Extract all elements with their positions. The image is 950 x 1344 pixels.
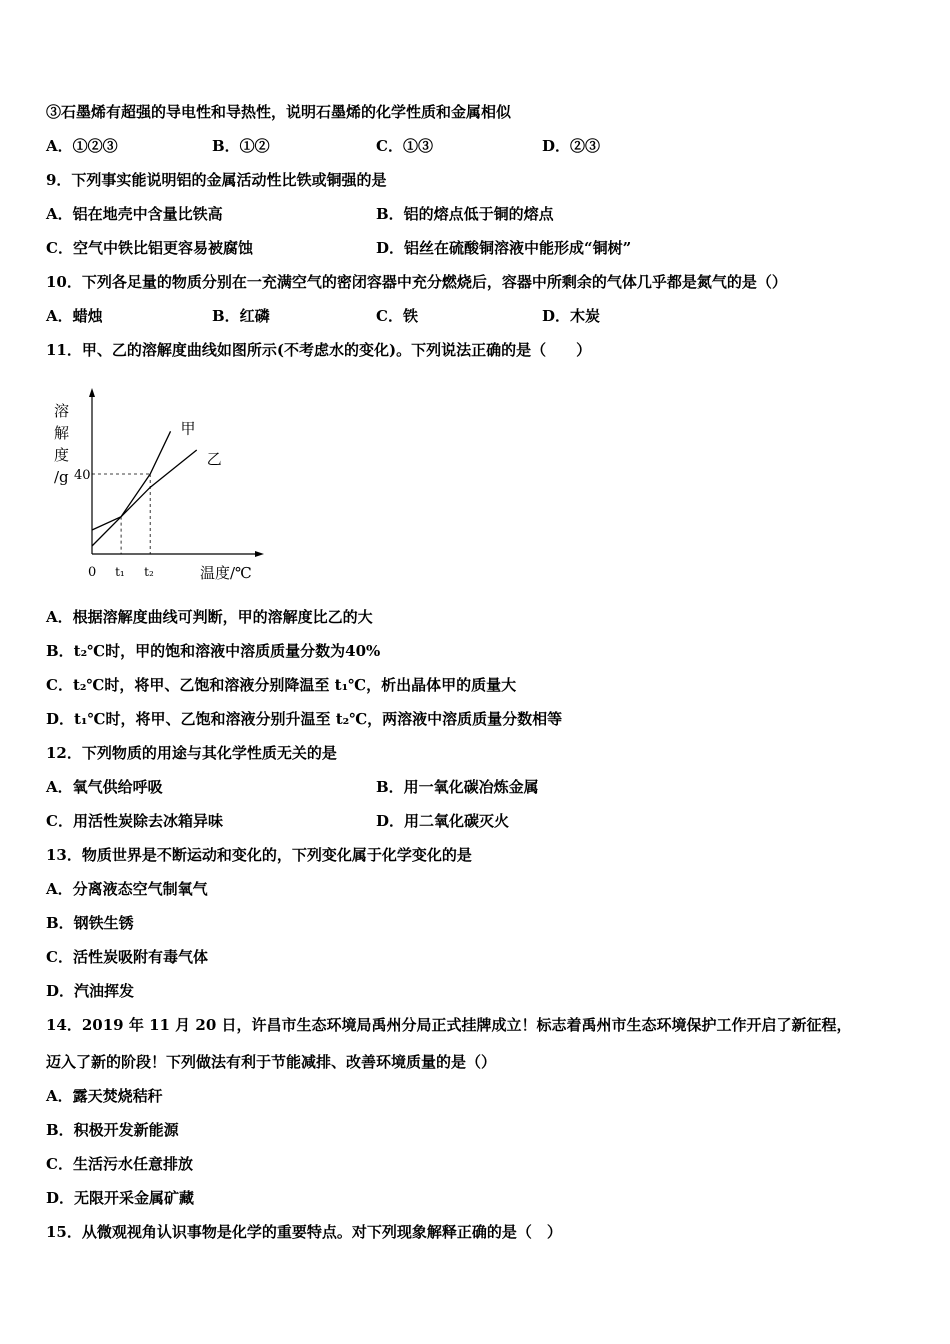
q10-stem: 10．下列各足量的物质分别在一充满空气的密闭容器中充分燃烧后，容器中所剩余的气体几乎都是氮气的是（） xyxy=(46,273,787,291)
q12-option-d[interactable]: D．用二氧化碳灭火 xyxy=(376,812,510,830)
x-axis-arrow xyxy=(255,551,264,557)
x-tick-label-1: t₁ xyxy=(115,565,125,579)
q10-option-d[interactable]: D．木炭 xyxy=(542,307,601,325)
x-axis-label: 温度/℃ xyxy=(200,564,252,582)
q13-option-c[interactable]: C．活性炭吸附有毒气体 xyxy=(46,948,208,966)
series-label-jia: 甲 xyxy=(180,419,196,438)
q8-option-b[interactable]: B．①② xyxy=(212,137,270,155)
q8-item3: ③石墨烯有超强的导电性和导热性，说明石墨烯的化学性质和金属相似 xyxy=(46,103,512,121)
q14-option-d[interactable]: D．无限开采金属矿藏 xyxy=(46,1189,195,1207)
q8-option-d[interactable]: D．②③ xyxy=(542,137,601,155)
q10-option-a[interactable]: A．蜡烛 xyxy=(46,307,103,325)
q9-stem: 9．下列事实能说明铝的金属活动性比铁或铜强的是 xyxy=(46,171,387,189)
y-label-char: 溶 xyxy=(54,402,70,420)
q13-option-b[interactable]: B．钢铁生锈 xyxy=(46,914,134,932)
y-tick-label: 40 xyxy=(74,468,91,483)
q9-option-d[interactable]: D．铝丝在硫酸铜溶液中能形成“铜树” xyxy=(376,239,632,257)
q12-option-a[interactable]: A．氧气供给呼吸 xyxy=(46,778,163,796)
q12-option-b[interactable]: B．用一氧化碳冶炼金属 xyxy=(376,778,539,796)
q9-option-b[interactable]: B．铝的熔点低于铜的熔点 xyxy=(376,205,554,223)
x-tick-label-2: t₂ xyxy=(144,565,154,579)
q11-option-a[interactable]: A．根据溶解度曲线可判断，甲的溶解度比乙的大 xyxy=(46,608,373,626)
q13-option-d[interactable]: D．汽油挥发 xyxy=(46,982,135,1000)
q11-option-c[interactable]: C．t₂℃时，将甲、乙饱和溶液分别降温至 t₁℃，析出晶体甲的质量大 xyxy=(46,676,517,694)
q8-option-a[interactable]: A．①②③ xyxy=(46,137,118,155)
series-line-yi xyxy=(92,450,197,530)
y-label-char: 解 xyxy=(54,424,70,442)
solubility-chart xyxy=(46,380,276,590)
series-line-jia xyxy=(92,431,171,546)
q15-stem: 15．从微观视角认识事物是化学的重要特点。对下列现象解释正确的是（ ） xyxy=(46,1223,562,1241)
q14-option-c[interactable]: C．生活污水任意排放 xyxy=(46,1155,193,1173)
q10-option-c[interactable]: C．铁 xyxy=(376,307,418,325)
q14-stem-line2: 迈入了新的阶段！下列做法有利于节能减排、改善环境质量的是（） xyxy=(46,1053,497,1071)
q9-option-c[interactable]: C．空气中铁比铝更容易被腐蚀 xyxy=(46,239,253,257)
q11-stem: 11．甲、乙的溶解度曲线如图所示(不考虑水的变化)。下列说法正确的是（ ） xyxy=(46,341,592,359)
y-axis-arrow xyxy=(89,388,95,397)
q13-option-a[interactable]: A．分离液态空气制氧气 xyxy=(46,880,208,898)
y-label-char: 度 xyxy=(54,446,70,464)
q8-option-c[interactable]: C．①③ xyxy=(376,137,433,155)
q12-option-c[interactable]: C．用活性炭除去冰箱异味 xyxy=(46,812,223,830)
q14-stem-line1: 14．2019 年 11 月 20 日，许昌市生态环境局禹州分局正式挂牌成立！标志着禹州市生态环境保护工作开启了新征程， xyxy=(46,1016,852,1034)
q11-option-b[interactable]: B．t₂℃时，甲的饱和溶液中溶质质量分数为40% xyxy=(46,642,381,660)
q11-option-d[interactable]: D．t₁℃时，将甲、乙饱和溶液分别升温至 t₂℃，两溶液中溶质质量分数相等 xyxy=(46,710,563,728)
q10-option-b[interactable]: B．红磷 xyxy=(212,307,270,325)
q14-option-b[interactable]: B．积极开发新能源 xyxy=(46,1121,179,1139)
q14-option-a[interactable]: A．露天焚烧秸秆 xyxy=(46,1087,163,1105)
origin-label: 0 xyxy=(88,565,97,580)
q13-stem: 13．物质世界是不断运动和变化的，下列变化属于化学变化的是 xyxy=(46,846,472,864)
q12-stem: 12．下列物质的用途与其化学性质无关的是 xyxy=(46,744,337,762)
y-label-char: /g xyxy=(54,468,69,486)
q9-option-a[interactable]: A．铝在地壳中含量比铁高 xyxy=(46,205,223,223)
series-label-yi: 乙 xyxy=(206,450,222,468)
